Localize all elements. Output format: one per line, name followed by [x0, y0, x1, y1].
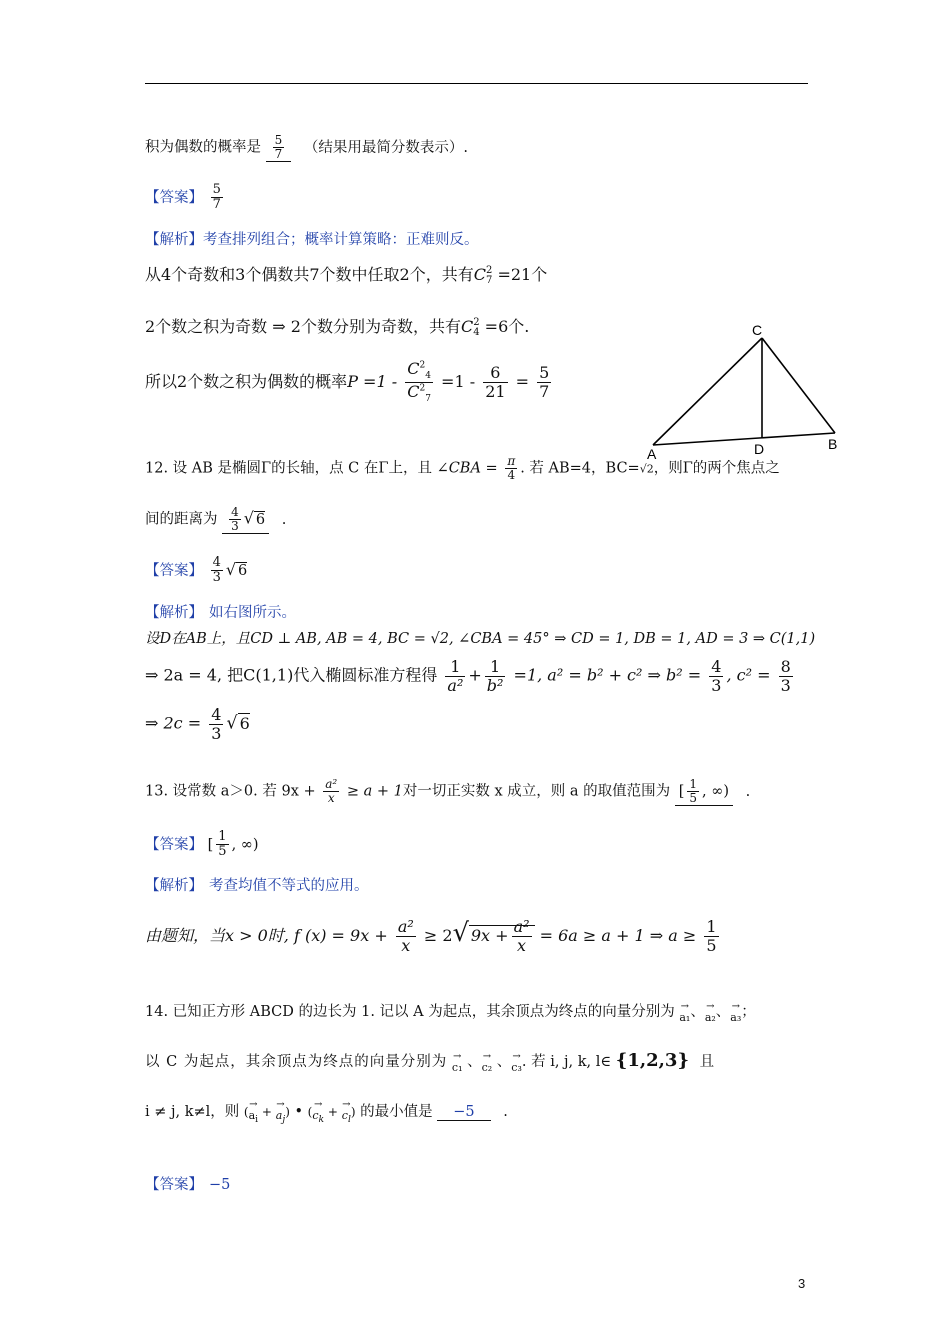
header-rule [145, 83, 808, 84]
side-ab [653, 433, 835, 445]
q13-answer: 【答案】 [ $\frac{1}{5}$ , ∞) [145, 829, 259, 860]
q11-solution-line2: 2个数之积为奇数 ⇒ 2个数分别为奇数，共有C 2 4 =6个. [145, 316, 530, 338]
q11-solution-line1: 从4个奇数和3个偶数共7个数中任取2个，共有C 2 7 =21个 [145, 264, 548, 286]
label-b: B [828, 436, 838, 452]
q14-stem-line1: 14. 已知正方形 ABCD 的边长为 1. 记以 A 为起点，其余顶点为终点的向量分别为 → a₁、 → a₂、 → a₃； [145, 1000, 756, 1024]
page-number: 3 [798, 1276, 806, 1291]
q12-solution-line1: 设D在AB上，且CD ⊥ AB, AB = 4, BC = √2, ∠CBA = 45° ⇒ CD = 1, DB = 1, AD = 3 ⇒ C(1,1) [145, 631, 816, 647]
side-cb [762, 338, 835, 433]
triangle-figure [640, 320, 850, 460]
q12-blank: $\frac{4}{3}$ √ 6 [222, 506, 269, 534]
q14-stem-line3: i ≠ j, k≠l，则 ( → $a_i$ + → $a_j$) • ( → $c_k$ + → $c_l$) 的最小值是 −5 . [145, 1099, 508, 1126]
vector-c3: → c₃ [511, 1050, 522, 1074]
q12-stem-line1: 12. 设 AB 是椭圆Γ的长轴，点 C 在Γ上，且 ∠CBA = $\frac{\pi}{4}$ . 若 AB=4，BC=√2，则Γ的两个焦点之 [145, 454, 780, 483]
q11-analysis: 【解析】考查排列组合；概率计算策略：正难则反。 [145, 232, 479, 248]
q14-blank: −5 [437, 1104, 490, 1121]
q12-stem-line2: 间的距离为 $\frac{4}{3}$ √ 6 . [145, 505, 287, 534]
label-c: C [752, 322, 763, 338]
q13-analysis: 【解析】 考查均值不等式的应用。 [145, 878, 369, 894]
q12-answer: 【答案】 $\frac{4}{3}$ √ 6 [145, 555, 248, 586]
side-ac [653, 338, 762, 445]
q12-solution-line3: ⇒ 2c = $\frac{4}{3}$ √ 6 [145, 705, 250, 743]
label-a: A [647, 446, 657, 460]
q13-blank: [ $\frac{1}{5}$ , ∞) [675, 778, 733, 806]
q11-answer: 【答案】 $\frac{5}{7}$ [145, 182, 221, 213]
vector-a1: → a₁ [679, 1000, 691, 1024]
q13-solution: 由题知，当x > 0时, f (x) = 9x + $\frac{\text{a²}}{x}$ ≥ 2√ 9x + $\frac{\text{a²}}{x}$ = 6a ≥ a + 1 ⇒ a ≥ $\frac{1}{5}$ [145, 917, 717, 955]
q14-stem-line2: 以 C 为起点，其余顶点为终点的向量分别为 → c₁ 、 → c₂ 、 → c₃. 若 i, j, k, l∈ {1,2,3} 且 [145, 1050, 715, 1074]
q12-solution-line2: ⇒ 2a = 4, 把C(1,1)代入椭圆标准方程得 $\frac{1}{\text{a²}}$ + $\frac{1}{\text{b²}}$ =1, a² = b² + c² ⇒ b² = $\frac{4}{3}$ , c² = $\frac{8}{3}$ [145, 657, 791, 695]
q11-solution-line3: 所以2个数之积为偶数的概率P =1 - $\frac{C^2_4}{C^2_7}$ =1 - $\frac{6}{21}$ = $\frac{5}{7}$ [145, 359, 550, 405]
vector-c1: → c₁ [451, 1050, 463, 1074]
q12-analysis: 【解析】 如右图所示。 [145, 605, 296, 621]
q14-answer: 【答案】 −5 [145, 1177, 231, 1193]
vector-a2: → a₂ [704, 1000, 716, 1024]
q13-stem: 13. 设常数 a＞0. 若 9x + $\frac{\text{a²}}{x}$ ≥ a + 1对一切正实数 x 成立，则 a 的取值范围为 [ $\frac{1}{5}$ , ∞) . [145, 777, 751, 806]
label-d: D [754, 441, 765, 457]
q11-stem-line: 积为偶数的概率是 $\frac{5}{7}$ （结果用最简分数表示）. [145, 133, 468, 162]
q11-blank: $\frac{5}{7}$ [266, 134, 292, 162]
vector-c2: → c₂ [481, 1050, 493, 1074]
vector-a3: → a₃ [730, 1000, 742, 1024]
